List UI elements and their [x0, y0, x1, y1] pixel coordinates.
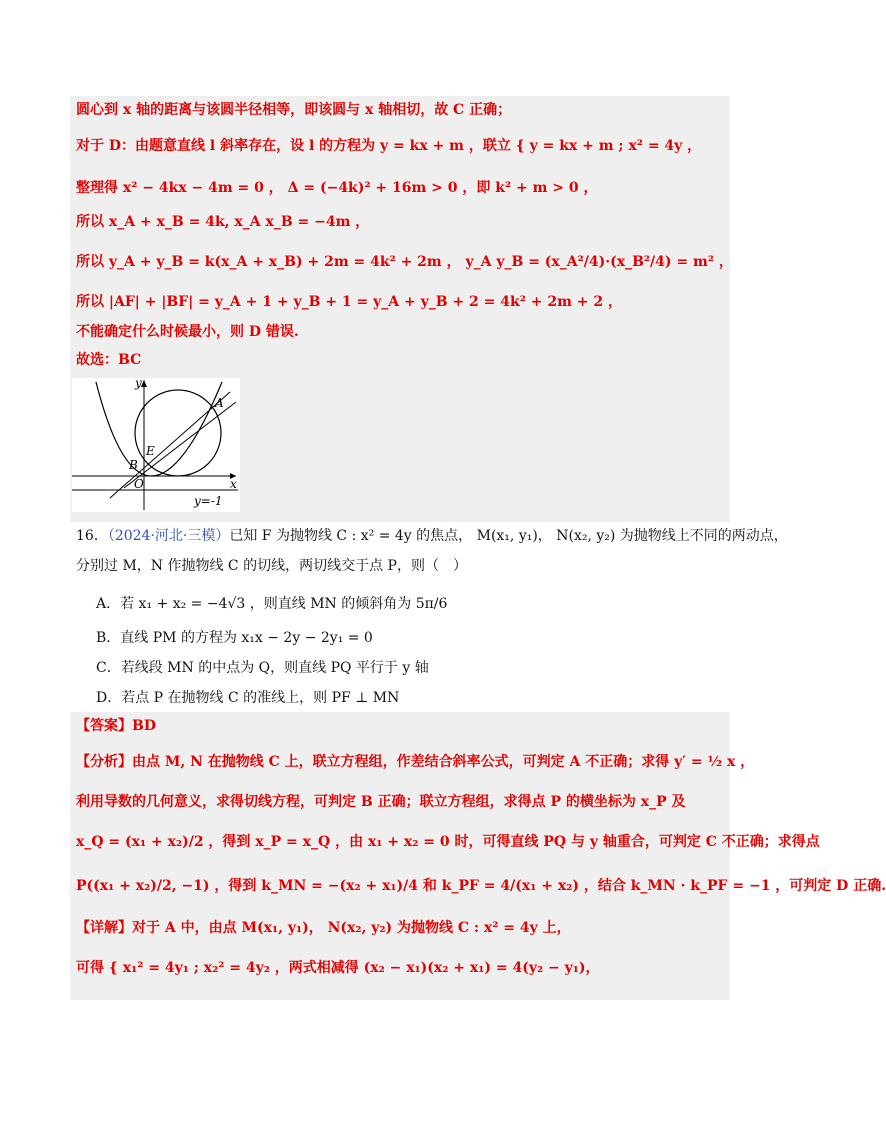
analysis-line: 利用导数的几何意义，求得切线方程，可判定 B 正确；联立方程组，求得点 P 的横坐标为 x_P 及 [76, 794, 686, 810]
option-a: A．若 x₁ + x₂ = −4√3 ，则直线 MN 的倾斜角为 5π/6 [96, 596, 448, 612]
solution-line: 不能确定什么时候最小，则 D 错误. [76, 324, 299, 340]
analysis-line: x_Q = (x₁ + x₂)/2 ，得到 x_P = x_Q ，由 x₁ + x₂ = 0 时，可得直线 PQ 与 y 轴重合，可判定 C 不正确；求得点 [76, 834, 820, 850]
detail-line: 可得 { x₁² = 4y₁ ; x₂² = 4y₂ ，两式相减得 (x₂ − x₁)(x₂ + x₁) = 4(y₂ − y₁)， [76, 960, 600, 976]
question-source-link[interactable]: （2024·河北·三模） [107, 528, 230, 544]
option-d: D．若点 P 在抛物线 C 的准线上，则 PF ⊥ MN [96, 690, 400, 706]
question-stem-text: 已知 F 为抛物线 C : x² = 4y 的焦点， M(x₁, y₁)， N(x₂, y₂) 为抛物线上不同的两动点， [229, 528, 788, 544]
question-stem-continued: 分别过 M，N 作抛物线 C 的切线，两切线交于点 P，则（ ） [76, 558, 467, 574]
detail-line: 【详解】对于 A 中，由点 M(x₁, y₁)， N(x₂, y₂) 为抛物线 C : x² = 4y 上， [76, 920, 571, 936]
answer-line: 【答案】BD [76, 718, 156, 734]
y-axis-arrow-icon [141, 380, 147, 387]
solution-line: 圆心到 x 轴的距离与该圆半径相等，即该圆与 x 轴相切，故 C 正确； [76, 102, 512, 118]
parabola-curve [96, 382, 222, 476]
circle [135, 390, 221, 476]
question-stem [76, 526, 788, 546]
parabola-figure [72, 378, 240, 512]
secant-line-ab [110, 392, 230, 498]
solution-line: 所以 |AF| + |BF| = y_A + 1 + y_B + 1 = y_A + y_B + 2 = 4k² + 2m + 2 ， [76, 294, 622, 310]
y-axis-label: y [135, 376, 142, 390]
option-c: C．若线段 MN 的中点为 Q，则直线 PQ 平行于 y 轴 [96, 660, 429, 676]
directrix-label: y=-1 [194, 494, 223, 508]
x-axis-label: x [230, 477, 237, 491]
answer-choice-line: 故选：BC [76, 352, 142, 368]
solution-line: 整理得 x² − 4kx − 4m = 0 ， Δ = (−4k)² + 16m > 0 ，即 k² + m > 0 ， [76, 180, 598, 196]
option-b: B．直线 PM 的方程为 x₁x − 2y − 2y₁ = 0 [96, 630, 373, 646]
point-e-label: E [146, 444, 155, 458]
question-number: 16． [76, 528, 108, 544]
solution-line: 所以 x_A + x_B = 4k, x_A x_B = −4m ， [76, 214, 370, 230]
point-b-label: B [129, 458, 138, 472]
solution-line: 对于 D：由题意直线 l 斜率存在，设 l 的方程为 y = kx + m ，联立 { y = kx + m ; x² = 4y ， [76, 138, 702, 154]
parabola-diagram [72, 378, 240, 512]
analysis-line: P((x₁ + x₂)/2, −1) ，得到 k_MN = −(x₂ + x₁)/4 和 k_PF = 4/(x₁ + x₂) ，结合 k_MN · k_PF = −1 ，可判定 D 正确. [76, 878, 886, 894]
origin-label: O [134, 477, 144, 491]
solution-line: 所以 y_A + y_B = k(x_A + x_B) + 2m = 4k² + 2m ， y_A y_B = (x_A²/4)·(x_B²/4) = m² ， [76, 254, 733, 270]
point-a-label: A [215, 396, 224, 410]
analysis-line: 【分析】由点 M, N 在抛物线 C 上，联立方程组，作差结合斜率公式，可判定 A 不正确；求得 y′ = ½ x ， [76, 754, 755, 770]
